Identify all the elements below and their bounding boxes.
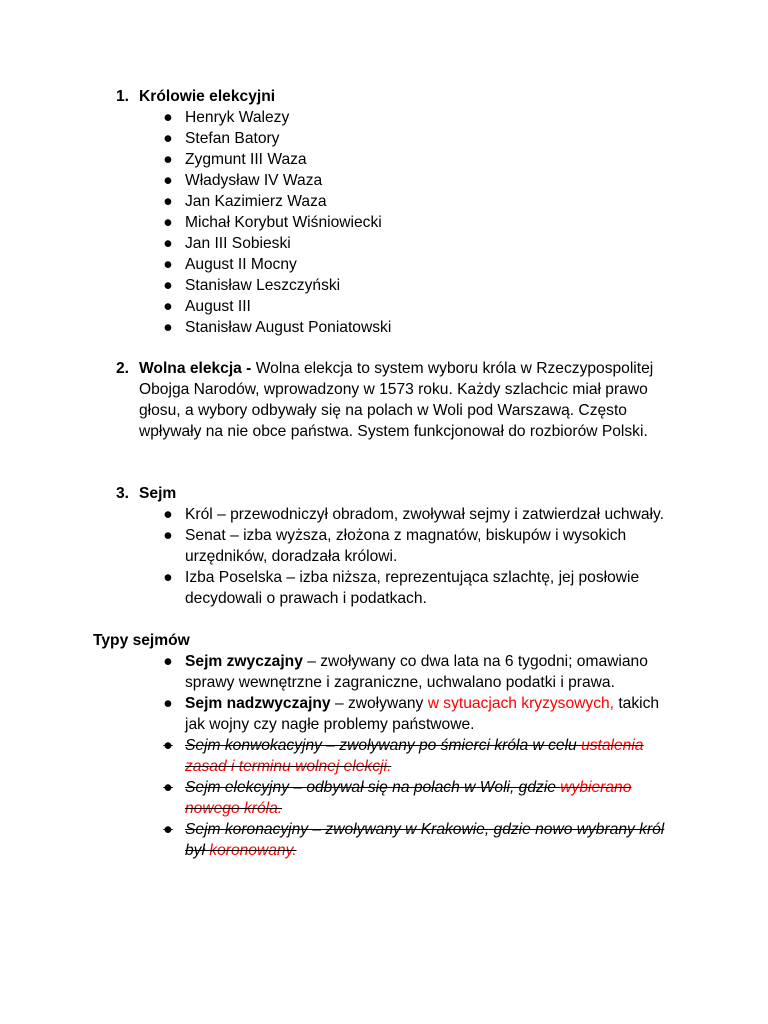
sejm-list <box>0 504 768 609</box>
section-number: 1. <box>116 88 130 105</box>
type-name: Sejm nadzwyczajny <box>185 695 331 712</box>
bullet-icon: ● <box>163 151 173 168</box>
highlighted-struck-text: wybierano nowego króla. <box>185 779 632 817</box>
struck-text: Sejm koronacyjny – zwoływany w Krakowie, gdzie nowo wybrany król był <box>185 821 665 859</box>
type-name: Sejm zwyczajny <box>185 653 303 670</box>
list-item-struck <box>0 819 768 861</box>
kings-list <box>0 107 768 338</box>
sejm-types-list <box>0 651 768 861</box>
bullet-icon: ● <box>163 319 173 336</box>
list-item: ● Henryk Walezy <box>163 109 290 126</box>
type-description-tail: takich jak wojny czy nagłe problemy państwowe. <box>185 695 660 733</box>
bullet-icon: ● <box>163 506 173 523</box>
list-item: ● Senat – izba wyższa, złożona z magnatów, biskupów i wysokich urzędników, doradzała królowi. <box>163 527 627 565</box>
list-item: ● Jan Kazimierz Waza <box>163 193 327 210</box>
list-item: ● Zygmunt III Waza <box>163 151 307 168</box>
list-item <box>0 693 768 735</box>
highlighted-struck-text: koronowany. <box>209 842 297 859</box>
type-description: – zwoływany co dwa lata na 6 tygodni; omawiano sprawy wewnętrzne i zagraniczne, uchwalano podatki i prawa. <box>185 653 648 691</box>
highlighted-struck-text: ustalenia zasad i terminu wolnej elekcji. <box>185 737 644 775</box>
section-number: 2. <box>116 360 130 377</box>
bullet-icon: ● <box>163 172 173 189</box>
section-number: 3. <box>116 485 130 502</box>
list-item: ● Stanisław Leszczyński <box>163 277 341 294</box>
list-item: ● August II Mocny <box>163 256 297 273</box>
bullet-icon: ● <box>163 779 173 796</box>
highlighted-text: w sytuacjach kryzysowych, <box>427 695 614 712</box>
types-heading: Typy sejmów <box>93 632 190 649</box>
struck-text: Sejm konwokacyjny – zwoływany po śmierci króla w celu <box>185 737 582 754</box>
bullet-icon: ● <box>163 821 173 838</box>
list-item: ● August III <box>163 298 251 315</box>
bullet-icon: ● <box>163 109 173 126</box>
bullet-icon: ● <box>163 130 173 147</box>
list-item-struck <box>0 777 768 819</box>
list-item: ● Stefan Batory <box>163 130 280 147</box>
list-item: ● Izba Poselska – izba niższa, reprezentująca szlachtę, jej posłowie decydowali o prawach i podatkach. <box>163 569 640 607</box>
section-title: Sejm <box>139 485 177 502</box>
bullet-icon: ● <box>163 256 173 273</box>
bullet-icon: ● <box>163 737 173 754</box>
type-description: – zwoływany <box>330 695 428 712</box>
paragraph-text: Wolna elekcja to system wyboru króla w Rzeczypospolitej Obojga Narodów, wprowadzony w 1573 roku. Każdy szlachcic miał prawo głosu, a wybory odbywały się na polach w Woli pod Warszawą. Często wpływały na nie obce państwa. System funkcjonował do rozbiorów Polski. <box>139 360 654 440</box>
section-title: Królowie elekcyjni <box>139 88 276 105</box>
bullet-icon: ● <box>163 235 173 252</box>
list-item: ● Michał Korybut Wiśniowiecki <box>163 214 382 231</box>
bullet-icon: ● <box>163 214 173 231</box>
list-item <box>0 651 768 693</box>
section-paragraph <box>139 358 669 442</box>
bullet-icon: ● <box>163 193 173 210</box>
bullet-icon: ● <box>163 298 173 315</box>
list-item: ● Jan III Sobieski <box>163 235 291 252</box>
list-item: ● Stanisław August Poniatowski <box>163 319 392 336</box>
bullet-icon: ● <box>163 527 173 544</box>
list-item: ● Król – przewodniczył obradom, zwoływał sejmy i zatwierdzał uchwały. <box>163 506 664 523</box>
list-item: ● Władysław IV Waza <box>163 172 323 189</box>
struck-text: Sejm elekcyjny – odbywał się na polach w Woli, gdzie <box>185 779 561 796</box>
bullet-icon: ● <box>163 569 173 586</box>
bullet-icon: ● <box>163 277 173 294</box>
bullet-icon: ● <box>163 653 173 670</box>
list-item-struck <box>0 735 768 777</box>
bullet-icon: ● <box>163 695 173 712</box>
section-title: Wolna elekcja - <box>139 360 252 377</box>
